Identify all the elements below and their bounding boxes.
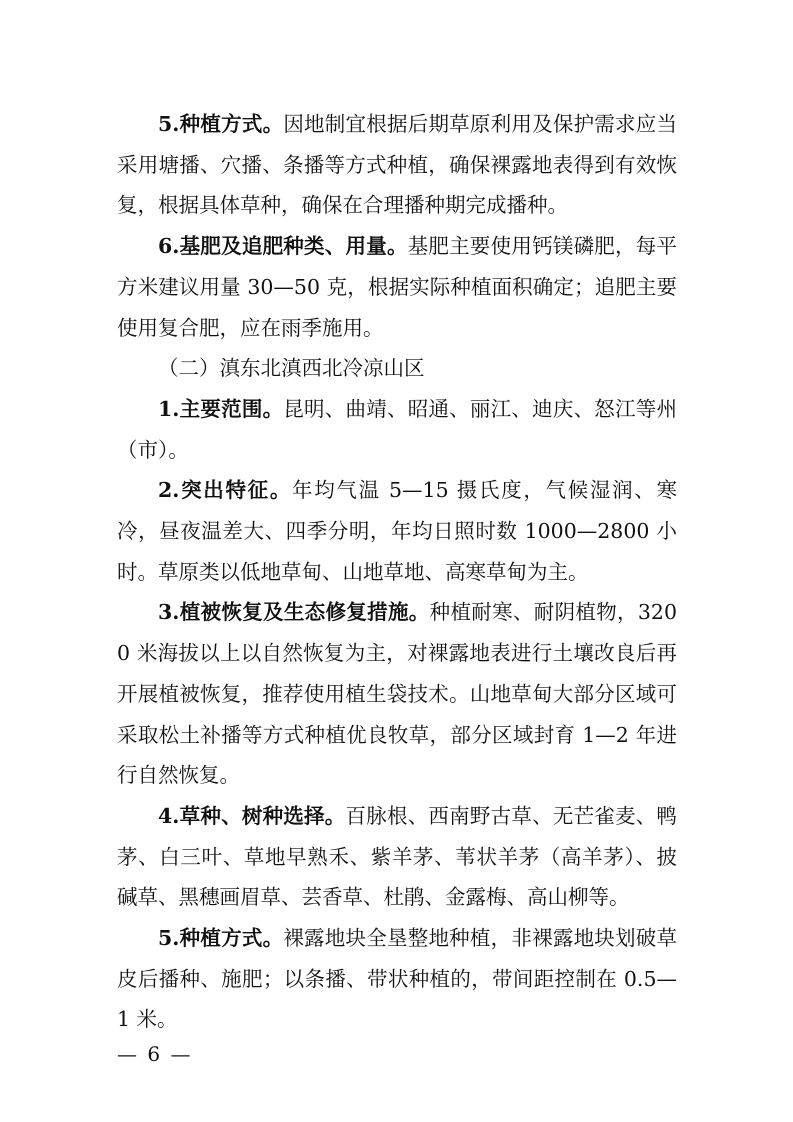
paragraph-species (117, 796, 677, 918)
section-heading (117, 348, 677, 389)
paragraph-planting-method (117, 104, 677, 226)
paragraph-text: 裸露地块全垦整地种植，非裸露地块划破草皮后播种、施肥；以条播、带状种植的，带间距控制在 0.5—1 米。 (117, 926, 678, 1032)
paragraph-lead: 1.主要范围。 (158, 396, 284, 421)
paragraph-lead: 4.草种、树种选择。 (158, 803, 346, 828)
paragraph-features (117, 470, 677, 592)
paragraph-text: 基肥主要使用钙镁磷肥，每平方米建议用量 30—50 克，根据实际种植面积确定；追肥主要使用复合肥，应在雨季施用。 (117, 234, 677, 340)
paragraph-main-scope (117, 389, 677, 470)
paragraph-fertilizer (117, 226, 677, 348)
paragraph-lead: 2.突出特征。 (158, 478, 293, 503)
paragraph-lead: 5.种植方式。 (158, 112, 284, 136)
paragraph-lead: 6.基肥及追肥种类、用量。 (158, 234, 408, 259)
paragraph-text: 因地制宜根据后期草原利用及保护需求应当采用塘播、穴播、条播等方式种植，确保裸露地表得到有效恢复，根据具体草种，确保在合理播种期完成播种。 (117, 112, 678, 218)
section-heading-text: （二）滇东北滇西北冷凉山区 (158, 356, 425, 381)
document-body (117, 104, 677, 1040)
paragraph-text: 百脉根、西南野古草、无芒雀麦、鸭茅、白三叶、草地早熟禾、紫羊茅、苇状羊茅（高羊茅）、披碱草、黑穗画眉草、芸香草、杜鹃、金露梅、高山柳等。 (117, 803, 677, 910)
paragraph-text: 昆明、曲靖、昭通、丽江、迪庆、怒江等州（市）。 (117, 396, 678, 462)
paragraph-restoration (117, 592, 677, 796)
paragraph-text: 年均气温 5—15 摄氏度，气候湿润、寒冷，昼夜温差大、四季分明，年均日照时数 1000—2800 小时。草原类以低地草甸、山地草地、高寒草甸为主。 (117, 478, 677, 584)
paragraph-text: 种植耐寒、耐阴植物，3200 米海拔以上以自然恢复为主，对裸露地表进行土壤改良后再开展植被恢复，推荐使用植生袋技术。山地草甸大部分区域可采取松土补播等方式种植优良牧草，部分区域封育 1—2 年进行自然恢复。 (117, 600, 677, 788)
page-number: — 6 — (117, 1042, 193, 1066)
paragraph-lead: 5.种植方式。 (158, 926, 284, 951)
paragraph-lead: 3.植被恢复及生态修复措施。 (158, 600, 430, 625)
paragraph-planting-method-2 (117, 918, 677, 1040)
